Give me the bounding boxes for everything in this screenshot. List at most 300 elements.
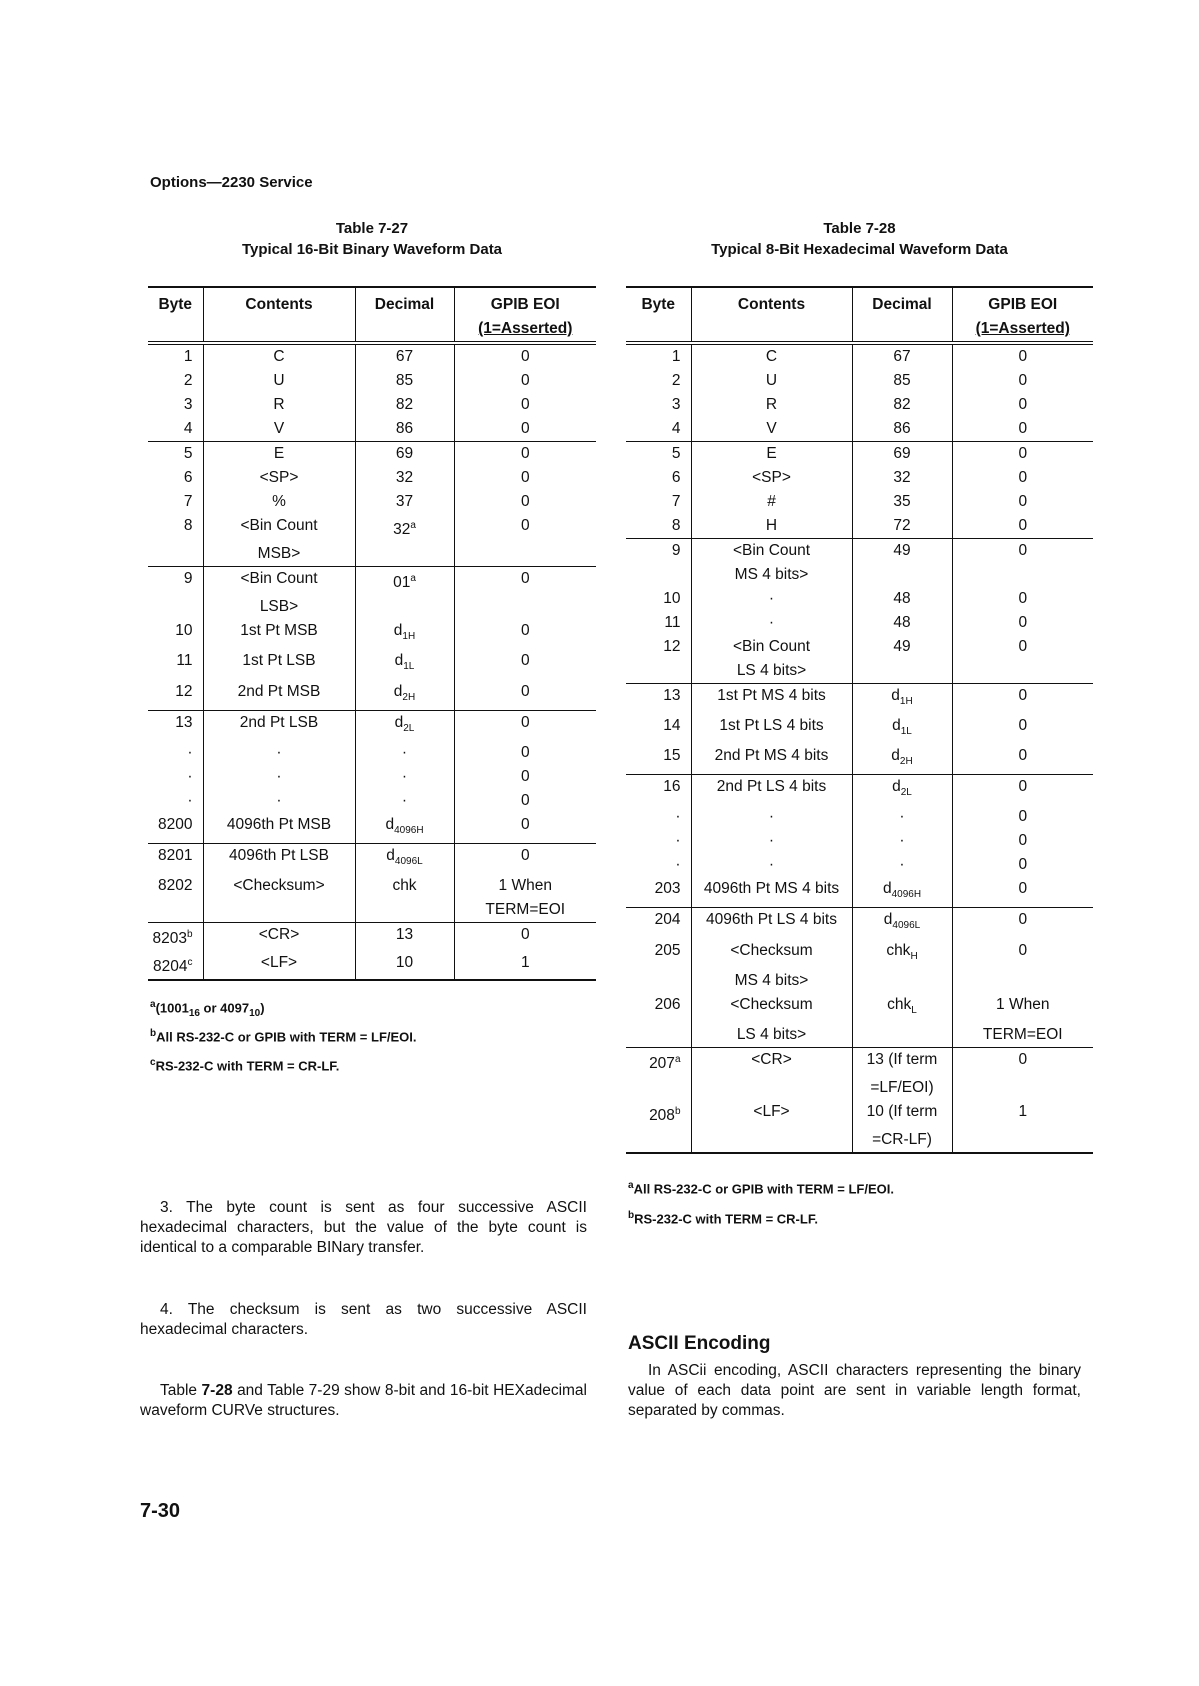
table-header-row xyxy=(148,287,596,343)
cell-contents: MS 4 bits> xyxy=(691,563,852,587)
cell-byte: 15 xyxy=(663,747,681,765)
cell-byte: 8201 xyxy=(148,843,203,874)
cell-byte: 5 xyxy=(148,442,203,467)
header-byte: Byte xyxy=(626,287,691,343)
cell-decimal: =LF/EOI) xyxy=(852,1076,952,1100)
cell-decimal: $d_{2H}$ xyxy=(355,680,454,711)
cell-gpib-eoi: 0 xyxy=(952,744,1093,775)
ascii-encoding-heading: ASCII Encoding xyxy=(628,1333,771,1354)
paragraph-4: 4. The checksum is sent as two successive ASCII hexadecimal characters. xyxy=(140,1301,587,1338)
cell-contents: <SP> xyxy=(203,466,355,490)
table-28-title: Table 7-28 xyxy=(823,220,896,237)
cell-contents: 2nd Pt MS 4 bits xyxy=(691,744,852,775)
cell-decimal: $d_{2H}$ xyxy=(852,744,952,775)
cell-byte: 11 xyxy=(664,614,681,631)
cell-gpib-eoi xyxy=(952,563,1093,587)
cell-gpib-eoi: 0 xyxy=(454,619,596,649)
table-28 xyxy=(626,286,1093,1154)
paragraph-3: 3. The byte count is sent as four successive ASCII hexadecimal characters, but the value of the byte count is identical to a comparable BINary transfer. xyxy=(140,1199,587,1256)
cell-gpib-eoi: 0 xyxy=(952,1047,1093,1076)
cell-contents xyxy=(691,1076,852,1100)
cell-contents: LS 4 bits> xyxy=(691,1023,852,1048)
cell-byte: · xyxy=(187,791,193,809)
cell-contents: 1st Pt LSB xyxy=(203,649,355,679)
cell-contents: 4096th Pt LS 4 bits xyxy=(691,908,852,939)
cell-byte: 8 xyxy=(183,517,193,534)
cell-byte: 205 xyxy=(654,941,681,959)
table-row xyxy=(626,744,1093,775)
table-27-caption xyxy=(148,218,596,260)
cell-gpib-eoi: 1 When xyxy=(454,874,596,898)
cell-gpib-eoi: 0 xyxy=(454,843,596,874)
cell-contents xyxy=(691,1128,852,1153)
cell-gpib-eoi: 0 xyxy=(454,710,596,741)
cell-contents: 2nd Pt MSB xyxy=(203,680,355,711)
table-27 xyxy=(148,286,596,981)
cell-gpib-eoi: 1 When xyxy=(952,993,1093,1023)
cell-gpib-eoi: 0 xyxy=(454,490,596,514)
cell-gpib-eoi: 0 xyxy=(952,417,1093,442)
cell-gpib-eoi xyxy=(454,595,596,619)
cell-decimal: 48 xyxy=(852,611,952,635)
table-row xyxy=(626,908,1093,939)
cell-byte: 5 xyxy=(626,442,691,467)
cell-contents: V xyxy=(691,417,852,442)
cell-gpib-eoi: 0 xyxy=(454,514,596,542)
cell-contents: R xyxy=(203,393,355,417)
cell-gpib-eoi: 0 xyxy=(454,922,596,951)
cell-decimal: $d_{1H}$ xyxy=(355,619,454,649)
table-row xyxy=(626,829,1093,853)
cell-byte: 207$^a$ xyxy=(626,1047,691,1076)
table-row xyxy=(626,775,1093,806)
cell-byte: 7 xyxy=(671,493,681,510)
cell-gpib-eoi: TERM=EOI xyxy=(454,898,596,923)
cell-decimal: · xyxy=(355,765,454,789)
cell-gpib-eoi xyxy=(952,969,1093,993)
cell-gpib-eoi: 0 xyxy=(952,442,1093,467)
cell-byte: 6 xyxy=(183,469,193,486)
cell-contents: 1st Pt MSB xyxy=(203,619,355,649)
cell-contents: · xyxy=(691,611,852,635)
table-row xyxy=(626,853,1093,877)
cell-gpib-eoi: 0 xyxy=(952,684,1093,715)
cell-gpib-eoi: 0 xyxy=(952,490,1093,514)
cell-gpib-eoi: TERM=EOI xyxy=(952,1023,1093,1048)
cell-gpib-eoi: 0 xyxy=(952,877,1093,908)
table-row xyxy=(148,680,596,711)
cell-gpib-eoi: 0 xyxy=(454,741,596,765)
cell-contents: <Bin Count xyxy=(691,539,852,564)
table-row xyxy=(626,1128,1093,1153)
cell-gpib-eoi: 0 xyxy=(454,680,596,711)
cell-decimal: 49 xyxy=(852,539,952,564)
cell-decimal: $d_{4096L}$ xyxy=(852,908,952,939)
cell-byte: 7 xyxy=(183,493,193,510)
cell-byte: 8202 xyxy=(158,876,193,894)
cell-decimal: 13 (If term xyxy=(852,1047,952,1076)
cell-decimal: 86 xyxy=(355,417,454,442)
cell-byte xyxy=(148,542,203,567)
table-row xyxy=(626,939,1093,969)
cell-byte: 3 xyxy=(183,396,193,413)
cell-contents: <Checksum> xyxy=(203,874,355,898)
table-row xyxy=(148,490,596,514)
cell-byte: 14 xyxy=(663,717,681,735)
cell-gpib-eoi: 0 xyxy=(454,567,596,596)
table-row xyxy=(148,710,596,741)
cell-decimal xyxy=(355,542,454,567)
table-row xyxy=(626,466,1093,490)
cell-contents: MS 4 bits> xyxy=(691,969,852,993)
cell-contents: · xyxy=(691,829,852,853)
cell-contents: <SP> xyxy=(691,466,852,490)
cell-decimal: $d_{2L}$ xyxy=(852,775,952,806)
cell-gpib-eoi xyxy=(952,1128,1093,1153)
cell-decimal: 85 xyxy=(852,369,952,393)
cell-contents: % xyxy=(203,490,355,514)
running-header: Options—2230 Service xyxy=(150,174,313,191)
cell-byte: · xyxy=(675,856,681,874)
table-row xyxy=(148,442,596,467)
table-row xyxy=(148,466,596,490)
cell-decimal: 48 xyxy=(852,587,952,611)
cell-byte xyxy=(626,969,691,993)
cell-byte: 12 xyxy=(663,638,681,655)
cell-decimal: 01$^a$ xyxy=(355,567,454,596)
cell-gpib-eoi: 0 xyxy=(952,393,1093,417)
table-row xyxy=(148,843,596,874)
cell-byte: 3 xyxy=(671,396,681,413)
cell-contents: V xyxy=(203,417,355,442)
cell-decimal: 67 xyxy=(355,343,454,369)
cell-contents: U xyxy=(203,369,355,393)
table-row xyxy=(626,1100,1093,1128)
cell-contents: MSB> xyxy=(203,542,355,567)
cell-gpib-eoi: 0 xyxy=(952,611,1093,635)
cell-decimal: chk$_L$ xyxy=(852,993,952,1023)
cell-contents xyxy=(203,898,355,923)
table-row xyxy=(148,649,596,679)
cell-byte: · xyxy=(187,743,193,761)
cell-byte xyxy=(626,1023,691,1048)
cell-contents: 4096th Pt MS 4 bits xyxy=(691,877,852,908)
table-row xyxy=(148,595,596,619)
cell-gpib-eoi: 0 xyxy=(454,442,596,467)
cell-decimal: 13 xyxy=(355,922,454,951)
cell-decimal xyxy=(852,1023,952,1048)
cell-decimal: $d_{1H}$ xyxy=(852,684,952,715)
table-row xyxy=(148,874,596,898)
cell-byte: 16 xyxy=(626,775,691,806)
cell-contents: C xyxy=(203,343,355,369)
cell-byte: 12 xyxy=(175,682,193,700)
cell-decimal: 72 xyxy=(852,514,952,539)
cell-decimal xyxy=(355,898,454,923)
table-row xyxy=(148,343,596,369)
table-row xyxy=(626,514,1093,539)
table-row xyxy=(148,369,596,393)
table-row xyxy=(626,969,1093,993)
cell-byte: 13 xyxy=(626,684,691,715)
cell-contents: <CR> xyxy=(691,1047,852,1076)
cell-byte: 8 xyxy=(671,517,681,534)
cell-byte: · xyxy=(187,767,193,785)
cell-byte: 206 xyxy=(654,995,681,1013)
cell-contents: E xyxy=(203,442,355,467)
cell-gpib-eoi: 0 xyxy=(454,813,596,844)
table-row xyxy=(148,898,596,923)
table-row xyxy=(626,563,1093,587)
table-28-subtitle: Typical 8-Bit Hexadecimal Waveform Data xyxy=(711,241,1008,258)
cell-gpib-eoi: 0 xyxy=(952,714,1093,744)
cell-gpib-eoi: 0 xyxy=(952,514,1093,539)
cell-byte xyxy=(148,595,203,619)
cell-decimal: · xyxy=(852,829,952,853)
cell-decimal: $d_{4096L}$ xyxy=(355,843,454,874)
cell-decimal: 32$^a$ xyxy=(355,514,454,542)
cell-byte: 204 xyxy=(626,908,691,939)
cell-gpib-eoi xyxy=(454,542,596,567)
cell-byte: 9 xyxy=(148,567,203,596)
cell-byte: 8200 xyxy=(158,815,193,833)
cell-byte: · xyxy=(675,808,681,826)
cell-contents: U xyxy=(691,369,852,393)
table-27-footnote-c: $^c$RS-232-C with TERM = CR-LF. xyxy=(150,1057,340,1074)
table-row xyxy=(626,539,1093,564)
cell-contents: 2nd Pt LS 4 bits xyxy=(691,775,852,806)
cell-decimal: · xyxy=(852,853,952,877)
table-row xyxy=(626,417,1093,442)
cell-decimal: · xyxy=(852,805,952,829)
table-row xyxy=(626,805,1093,829)
table-28-footnote-a: $^a$All RS-232-C or GPIB with TERM = LF/EOI. xyxy=(628,1180,894,1197)
table-row xyxy=(148,741,596,765)
cell-decimal: 32 xyxy=(355,466,454,490)
cell-byte: 9 xyxy=(626,539,691,564)
cell-gpib-eoi: 0 xyxy=(952,829,1093,853)
cell-gpib-eoi: 0 xyxy=(952,853,1093,877)
table-row xyxy=(148,542,596,567)
cell-gpib-eoi: 0 xyxy=(952,466,1093,490)
cell-byte: · xyxy=(675,832,681,850)
cell-byte: 6 xyxy=(671,469,681,486)
cell-contents: <Bin Count xyxy=(203,567,355,596)
cell-contents: H xyxy=(691,514,852,539)
cell-byte: 8204$^c$ xyxy=(148,951,203,980)
table-row xyxy=(148,951,596,980)
cell-contents: <Bin Count xyxy=(691,635,852,659)
cell-decimal: 85 xyxy=(355,369,454,393)
cell-contents: <Checksum xyxy=(691,939,852,969)
cell-contents: 4096th Pt LSB xyxy=(203,843,355,874)
cell-contents: 2nd Pt LSB xyxy=(203,710,355,741)
cell-byte xyxy=(148,898,203,923)
cell-decimal: · xyxy=(355,789,454,813)
cell-gpib-eoi: 0 xyxy=(952,805,1093,829)
table-row xyxy=(626,393,1093,417)
cell-gpib-eoi: 0 xyxy=(952,539,1093,564)
cell-byte: 208$^b$ xyxy=(649,1105,681,1125)
cell-byte: 1 xyxy=(671,348,681,365)
cell-gpib-eoi: 0 xyxy=(952,939,1093,969)
table-row xyxy=(148,417,596,442)
cell-contents: 1st Pt LS 4 bits xyxy=(691,714,852,744)
cell-contents: LSB> xyxy=(203,595,355,619)
cell-gpib-eoi: 0 xyxy=(454,393,596,417)
header-decimal: Decimal xyxy=(852,287,952,343)
cell-decimal: $d_{1L}$ xyxy=(852,714,952,744)
cell-byte: 8203$^b$ xyxy=(148,922,203,951)
cell-gpib-eoi: 0 xyxy=(454,649,596,679)
cell-gpib-eoi: 0 xyxy=(454,466,596,490)
cell-decimal: $d_{4096H}$ xyxy=(355,813,454,844)
cell-contents: <LF> xyxy=(691,1100,852,1128)
cell-byte: 1 xyxy=(183,348,193,365)
cell-contents: <CR> xyxy=(203,922,355,951)
cell-decimal: 86 xyxy=(852,417,952,442)
table-row xyxy=(626,490,1093,514)
table-28-caption xyxy=(626,218,1093,260)
cell-decimal: 10 xyxy=(355,951,454,980)
cell-gpib-eoi xyxy=(952,1076,1093,1100)
paragraph-5: Table 7-28 and Table 7-29 show 8-bit and 16-bit HEXadecimal waveform CURVe structures. xyxy=(140,1382,587,1419)
table-row xyxy=(626,684,1093,715)
table-header-row xyxy=(626,287,1093,343)
header-decimal: Decimal xyxy=(355,287,454,343)
cell-byte xyxy=(626,659,691,684)
table-27-title: Table 7-27 xyxy=(335,220,409,237)
cell-byte: 11 xyxy=(176,652,193,670)
cell-decimal: 82 xyxy=(355,393,454,417)
cell-contents: <Checksum xyxy=(691,993,852,1023)
cell-contents: <LF> xyxy=(203,951,355,980)
cell-byte: 10 xyxy=(663,590,681,607)
cell-contents: # xyxy=(691,490,852,514)
table-row xyxy=(626,1023,1093,1048)
header-byte: Byte xyxy=(148,287,203,343)
table-27-footnote-a: $^a(1001_{16}$ or $4097_{10}$) xyxy=(150,999,265,1019)
table-row xyxy=(626,1047,1093,1076)
table-row xyxy=(626,611,1093,635)
table-row xyxy=(148,567,596,596)
cell-contents: · xyxy=(691,853,852,877)
table-row xyxy=(626,1076,1093,1100)
cell-decimal xyxy=(355,595,454,619)
cell-contents: · xyxy=(203,765,355,789)
table-row xyxy=(148,922,596,951)
cell-decimal: chk xyxy=(355,874,454,898)
table-row xyxy=(148,789,596,813)
cell-byte: 13 xyxy=(148,710,203,741)
table-row xyxy=(626,442,1093,467)
cell-decimal: 67 xyxy=(852,343,952,369)
table-row xyxy=(626,343,1093,369)
cell-decimal: $d_{2L}$ xyxy=(355,710,454,741)
cell-byte: 4 xyxy=(671,420,681,437)
page-number: 7-30 xyxy=(140,1500,181,1522)
cell-decimal: · xyxy=(355,741,454,765)
header-contents: Contents xyxy=(203,287,355,343)
table-row xyxy=(626,587,1093,611)
cell-gpib-eoi: 0 xyxy=(454,369,596,393)
cell-byte xyxy=(626,1128,691,1153)
cell-gpib-eoi: 0 xyxy=(454,343,596,369)
cell-contents: 1st Pt MS 4 bits xyxy=(691,684,852,715)
cell-contents: · xyxy=(691,587,852,611)
cell-gpib-eoi: 0 xyxy=(454,789,596,813)
table-row xyxy=(626,714,1093,744)
cell-decimal xyxy=(852,659,952,684)
header-gpib-eoi: GPIB EOI (1=Asserted) xyxy=(454,287,596,343)
cell-contents: · xyxy=(203,789,355,813)
table-28-footnote-b: $^b$RS-232-C with TERM = CR-LF. xyxy=(628,1210,818,1227)
cell-decimal: $d_{1L}$ xyxy=(355,649,454,679)
cell-decimal xyxy=(852,969,952,993)
header-gpib-eoi: GPIB EOI (1=Asserted) xyxy=(952,287,1093,343)
header-contents: Contents xyxy=(691,287,852,343)
cell-contents: LS 4 bits> xyxy=(691,659,852,684)
table-row xyxy=(148,393,596,417)
table-row xyxy=(148,765,596,789)
cell-gpib-eoi xyxy=(952,659,1093,684)
table-27-subtitle: Typical 16-Bit Binary Waveform Data xyxy=(241,241,503,258)
ascii-encoding-paragraph: In ASCii encoding, ASCII characters representing the binary value of each data point are sent in variable length format, separated by commas. xyxy=(628,1362,1081,1419)
cell-contents: <Bin Count xyxy=(203,514,355,542)
cell-byte: 2 xyxy=(671,372,681,389)
table-row xyxy=(148,514,596,542)
cell-decimal: 32 xyxy=(852,466,952,490)
cell-contents: E xyxy=(691,442,852,467)
table-row xyxy=(626,877,1093,908)
table-row xyxy=(148,813,596,844)
cell-gpib-eoi: 0 xyxy=(952,908,1093,939)
cell-decimal: $d_{4096H}$ xyxy=(852,877,952,908)
cell-gpib-eoi: 0 xyxy=(952,369,1093,393)
table-row xyxy=(626,369,1093,393)
cell-byte xyxy=(626,563,691,587)
cell-byte: 2 xyxy=(183,372,193,389)
cell-byte: 4 xyxy=(183,420,193,437)
cell-decimal xyxy=(852,563,952,587)
table-row xyxy=(148,619,596,649)
table-row xyxy=(626,993,1093,1023)
cell-decimal: chk$_H$ xyxy=(852,939,952,969)
cell-gpib-eoi: 0 xyxy=(454,417,596,442)
cell-decimal: 49 xyxy=(852,635,952,659)
cell-gpib-eoi: 0 xyxy=(454,765,596,789)
table-27-footnote-b: $^b$All RS-232-C or GPIB with TERM = LF/EOI. xyxy=(150,1028,417,1045)
cell-decimal: 69 xyxy=(852,442,952,467)
cell-gpib-eoi: 1 xyxy=(454,951,596,980)
cell-decimal: 82 xyxy=(852,393,952,417)
cell-gpib-eoi: 0 xyxy=(952,775,1093,806)
cell-gpib-eoi: 1 xyxy=(952,1100,1093,1128)
cell-decimal: =CR-LF) xyxy=(852,1128,952,1153)
cell-decimal: 37 xyxy=(355,490,454,514)
cell-gpib-eoi: 0 xyxy=(952,343,1093,369)
cell-byte: 10 xyxy=(175,622,193,640)
cell-decimal: 10 (If term xyxy=(852,1100,952,1128)
cell-contents: 4096th Pt MSB xyxy=(203,813,355,844)
cell-gpib-eoi: 0 xyxy=(952,587,1093,611)
table-row xyxy=(626,659,1093,684)
table-row xyxy=(626,635,1093,659)
cell-contents: C xyxy=(691,343,852,369)
cell-byte: 203 xyxy=(654,880,681,898)
cell-decimal: 35 xyxy=(852,490,952,514)
cell-contents: · xyxy=(691,805,852,829)
